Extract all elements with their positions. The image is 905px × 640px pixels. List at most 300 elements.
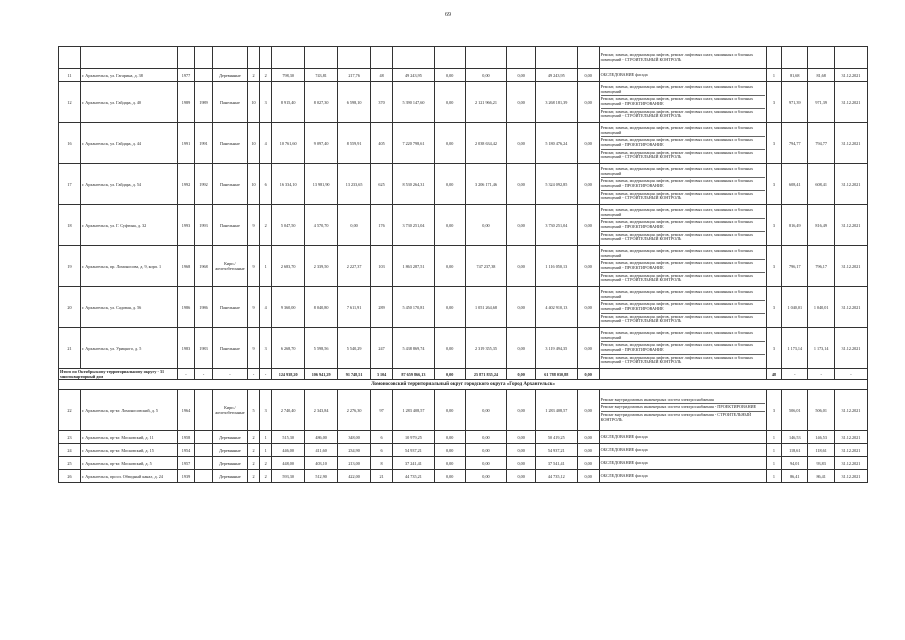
address-cell: г. Архангельск, ул. Гайдара, д. 44 xyxy=(80,123,177,164)
cell-a3: 5 540,29 xyxy=(338,328,371,369)
table-row xyxy=(59,328,868,369)
works-cell xyxy=(599,328,766,369)
work-item: Ремонт, замена, модернизация лифтов, ремонт лифтовых шахт, машинных и блочных помещений - ПРОЕКТИРОВАНИЕ xyxy=(601,137,765,149)
page-number: 69 xyxy=(445,12,451,18)
cell-date: 31.12.2021 xyxy=(834,287,867,328)
cell-a1: 9 360,00 xyxy=(272,287,305,328)
cell-en: 4 xyxy=(260,287,272,328)
cell-cost-limit: 81,68 xyxy=(782,69,808,82)
section-title: Ломоносовский территориальный округ городского округа «Город Архангельск» xyxy=(59,380,868,390)
cell-a3: 8 559,91 xyxy=(338,123,371,164)
cell-a3: 213,00 xyxy=(338,457,371,470)
cell-wall: Кирп./ железобетонные xyxy=(212,390,247,431)
cell-cost-limit: 118,61 xyxy=(782,444,808,457)
empty-cell xyxy=(465,47,507,69)
cell-wall: Деревянные xyxy=(212,431,247,444)
cell-y1: 1939 xyxy=(177,470,195,483)
cell-y1: 1968 xyxy=(177,246,195,287)
cell-c1: 5 390 147,60 xyxy=(393,82,435,123)
cell-a3: 217,76 xyxy=(338,69,371,82)
cell-res: 405 xyxy=(371,123,393,164)
address-cell: г. Архангельск, ул. Г. Суфтина, д. 32 xyxy=(80,205,177,246)
total-res: 3 104 xyxy=(371,369,393,380)
cell-count: 3 xyxy=(766,82,781,123)
cell-a1: 2 683,70 xyxy=(272,246,305,287)
cell-date: 31.12.2021 xyxy=(834,328,867,369)
cell-en: 1 xyxy=(260,444,272,457)
cell-c3: 0,00 xyxy=(465,431,507,444)
cell-y2: 1991 xyxy=(195,123,213,164)
cell-date: 31.12.2021 xyxy=(834,390,867,431)
row-number: 24 xyxy=(59,444,81,457)
cell-date: 31.12.2021 xyxy=(834,123,867,164)
row-number: 21 xyxy=(59,328,81,369)
work-item: Ремонт, замена, модернизация лифтов, ремонт лифтовых шахт, машинных и блочных помещений xyxy=(601,248,765,260)
cell-fl: 2 xyxy=(248,444,260,457)
cell-y2 xyxy=(195,470,213,483)
work-item: Ремонт, замена, модернизация лифтов, ремонт лифтовых шахт, машинных и блочных помещений xyxy=(601,125,765,137)
empty-cell xyxy=(393,47,435,69)
cell-wall: Панельные xyxy=(212,164,247,205)
work-item: Ремонт, замена, модернизация лифтов, ремонт лифтовых шахт, машинных и блочных помещений - ПРОЕКТИРОВАНИЕ xyxy=(601,178,765,190)
cell-a1: 16 334,10 xyxy=(272,164,305,205)
cell-en: 6 xyxy=(260,164,272,205)
section-row xyxy=(59,380,868,390)
total-label: Итого по Октябрьскому территориальному округу - 31 многоквартирный дом xyxy=(59,369,178,380)
cell-c5: 3 268 181,39 xyxy=(535,82,577,123)
work-item: Ремонт внутридомовых инженерных систем электроснабжения - ПРОЕКТИРОВАНИЕ xyxy=(601,404,765,412)
row-number: 11 xyxy=(59,69,81,82)
work-item: Ремонт, замена, модернизация лифтов, ремонт лифтовых шахт, машинных и блочных помещений - СТРОИТЕЛЬНЫЙ КОНТРОЛЬ xyxy=(600,231,754,242)
cell-c4: 0,00 xyxy=(507,457,536,470)
total-c1: 87 659 866,13 xyxy=(393,369,435,380)
cell-cost-max: 971,39 xyxy=(808,82,834,123)
cell-cost-limit: 86,41 xyxy=(782,470,808,483)
cell-cost-max: 506,01 xyxy=(808,390,834,431)
cell-a2: 13 981,90 xyxy=(305,164,338,205)
cell-wall: Панельные xyxy=(212,287,247,328)
cell-fl: 10 xyxy=(248,164,260,205)
cell-c4: 0,00 xyxy=(507,287,536,328)
cell-wall: Панельные xyxy=(212,123,247,164)
cell-y1: 1989 xyxy=(177,82,195,123)
row-number: 18 xyxy=(59,205,81,246)
cell-cost-limit: 971,39 xyxy=(782,82,808,123)
works-cell xyxy=(599,287,766,328)
row-number: 25 xyxy=(59,457,81,470)
cell-count: 3 xyxy=(766,205,781,246)
empty-cell xyxy=(834,47,867,69)
row-number: 17 xyxy=(59,164,81,205)
empty-cell xyxy=(80,47,177,69)
cell-cost-limit: 506,01 xyxy=(782,390,808,431)
work-item: Ремонт, замена, модернизация лифтов, ремонт лифтовых шахт, машинных и блочных помещений xyxy=(601,207,765,219)
empty-cell xyxy=(177,47,195,69)
cell-cost-max: 93,83 xyxy=(808,457,834,470)
cell-res: 103 xyxy=(371,246,393,287)
table-row xyxy=(59,205,868,246)
cell-c2: 0,00 xyxy=(434,205,465,246)
cell-y2: 1986 xyxy=(195,287,213,328)
cell-cost-limit: 796,17 xyxy=(782,246,808,287)
cell-date: 31.12.2021 xyxy=(834,82,867,123)
cell-fl: 10 xyxy=(248,123,260,164)
row-number: 22 xyxy=(59,390,81,431)
cell-c2: 0,00 xyxy=(434,328,465,369)
cell-date: 31.12.2021 xyxy=(834,205,867,246)
cell-c6: 0,00 xyxy=(577,457,599,470)
cell-c4: 0,00 xyxy=(507,69,536,82)
cell-a3: 2 276,30 xyxy=(338,390,371,431)
cell-y1: 1964 xyxy=(177,390,195,431)
cell-c5: 1 116 050,13 xyxy=(535,246,577,287)
cell-a2: 9 097,40 xyxy=(305,123,338,164)
empty-cell xyxy=(808,47,834,69)
address-cell: г. Архангельск, ул. Гайдара, д. 54 xyxy=(80,164,177,205)
table-row xyxy=(59,287,868,328)
work-item: Ремонт, замена, модернизация лифтов, ремонт лифтовых шахт, машинных и блочных помещений xyxy=(601,330,765,342)
cell-y2 xyxy=(195,69,213,82)
cell-cost-max: 796,17 xyxy=(808,246,834,287)
cell-c3: 1 051 264,68 xyxy=(465,287,507,328)
cell-c4: 0,00 xyxy=(507,205,536,246)
works-cell xyxy=(599,82,766,123)
empty-cell xyxy=(782,47,808,69)
address-cell: г. Архангельск, просп. Обводный канал, д. 24 xyxy=(80,470,177,483)
cell-a2: 4 570,70 xyxy=(305,205,338,246)
cell-en: 3 xyxy=(260,82,272,123)
cell-fl: 5 xyxy=(248,390,260,431)
row-number: 19 xyxy=(59,246,81,287)
works-cell xyxy=(599,246,766,287)
cell-c4: 0,00 xyxy=(507,328,536,369)
cell-a1: 10 761,60 xyxy=(272,123,305,164)
cell-c3: 0,00 xyxy=(465,205,507,246)
cell-fl: 9 xyxy=(248,287,260,328)
cell-c2: 0,00 xyxy=(434,457,465,470)
empty-cell xyxy=(272,47,305,69)
address-cell: г. Архангельск, пр-кт. Ломоносовский, д. 5 xyxy=(80,390,177,431)
cell-y1: 1991 xyxy=(177,123,195,164)
work-item: Ремонт, замена, модернизация лифтов, ремонт лифтовых шахт, машинных и блочных помещений - ПРОЕКТИРОВАНИЕ xyxy=(601,96,765,108)
empty-cell xyxy=(766,47,781,69)
cell-c5: 44 735,12 xyxy=(535,470,577,483)
works-cell xyxy=(599,123,766,164)
cell-a1: 798,30 xyxy=(272,69,305,82)
cell-y2 xyxy=(195,431,213,444)
cell-count: 3 xyxy=(766,164,781,205)
cell-y2 xyxy=(195,444,213,457)
cell-en: 2 xyxy=(260,205,272,246)
cell-res: 176 xyxy=(371,205,393,246)
cell-c2: 0,00 xyxy=(434,470,465,483)
cell-date: 31.12.2021 xyxy=(834,164,867,205)
total-dash: - xyxy=(260,369,272,380)
work-item: Ремонт, замена, модернизация лифтов, ремонт лифтовых шахт, машинных и блочных помещений - СТРОИТЕЛЬНЫЙ КОНТРОЛЬ xyxy=(600,108,754,119)
cell-a2: 2 339,50 xyxy=(305,246,338,287)
cell-c1: 49 243,95 xyxy=(393,69,435,82)
empty-cell xyxy=(577,47,599,69)
cell-en: 3 xyxy=(260,328,272,369)
total-dash: - xyxy=(834,369,867,380)
cell-y2: 1993 xyxy=(195,205,213,246)
cell-a2: 2 343,84 xyxy=(305,390,338,431)
cell-y2: 1992 xyxy=(195,164,213,205)
cell-c2: 0,00 xyxy=(434,123,465,164)
cell-cost-max: 816,49 xyxy=(808,205,834,246)
empty-cell xyxy=(248,47,260,69)
cell-c1: 8 530 264,31 xyxy=(393,164,435,205)
cell-a3: 422,00 xyxy=(338,470,371,483)
cell-wall: Панельные xyxy=(212,328,247,369)
cell-count: 1 xyxy=(766,444,781,457)
cell-c6: 0,00 xyxy=(577,431,599,444)
cell-y1: 1983 xyxy=(177,328,195,369)
cell-en: 2 xyxy=(260,457,272,470)
cell-cost-limit: 1 173,14 xyxy=(782,328,808,369)
work-item: Ремонт внутридомовых инженерных систем электроснабжения xyxy=(601,397,765,405)
work-item: Ремонт, замена, модернизация лифтов, ремонт лифтовых шахт, машинных и блочных помещений - СТРОИТЕЛЬНЫЙ КОНТРОЛЬ xyxy=(600,354,754,365)
cell-res: 625 xyxy=(371,164,393,205)
cell-wall: Деревянные xyxy=(212,457,247,470)
cell-a2: 8 027,30 xyxy=(305,82,338,123)
cell-cost-limit: 608,41 xyxy=(782,164,808,205)
cell-c3: 0,00 xyxy=(465,69,507,82)
cell-y1: 1977 xyxy=(177,69,195,82)
address-cell: г. Архангельск, ул. Садовая, д. 56 xyxy=(80,287,177,328)
cell-en: 2 xyxy=(260,69,272,82)
total-c5: 61 788 030,88 xyxy=(535,369,577,380)
row-number: 23 xyxy=(59,431,81,444)
cell-c5: 50 419,25 xyxy=(535,431,577,444)
cell-c1: 5 438 869,74 xyxy=(393,328,435,369)
cell-c3: 0,00 xyxy=(465,390,507,431)
cell-y1: 1957 xyxy=(177,457,195,470)
cell-count: 3 xyxy=(766,287,781,328)
work-item: ОБСЛЕДОВАНИЕ фасада xyxy=(600,433,648,439)
empty-cell xyxy=(260,47,272,69)
work-item: ОБСЛЕДОВАНИЕ фасада xyxy=(600,446,648,452)
cell-a1: 515,30 xyxy=(272,431,305,444)
cell-c6: 0,00 xyxy=(577,205,599,246)
cell-c5: 3 119 494,35 xyxy=(535,328,577,369)
cell-c2: 0,00 xyxy=(434,82,465,123)
total-dash: - xyxy=(177,369,195,380)
cell-fl: 9 xyxy=(248,246,260,287)
cell-count: 1 xyxy=(766,457,781,470)
address-cell: г. Архангельск, пр-кт. Московский, д. 11 xyxy=(80,431,177,444)
cell-y2: 1989 xyxy=(195,82,213,123)
address-cell: г. Архангельск, ул. Урицкого, д. 5 xyxy=(80,328,177,369)
cell-wall: Панельные xyxy=(212,205,247,246)
cell-y2 xyxy=(195,390,213,431)
cell-y2: 1968 xyxy=(195,246,213,287)
work-item: Ремонт, замена, модернизация лифтов, ремонт лифтовых шахт, машинных и блочных помещений - СТРОИТЕЛЬНЫЙ КОНТРОЛЬ xyxy=(600,149,754,160)
total-dash: - xyxy=(195,369,213,380)
cell-cost-max: 608,41 xyxy=(808,164,834,205)
cell-c3: 0,00 xyxy=(465,444,507,457)
cell-en: 1 xyxy=(260,246,272,287)
works-cell xyxy=(599,47,766,69)
cell-a3: 6 598,10 xyxy=(338,82,371,123)
works-cell xyxy=(599,69,766,82)
table-row xyxy=(59,82,868,123)
cell-c1: 5 450 170,81 xyxy=(393,287,435,328)
cell-count: 3 xyxy=(766,123,781,164)
total-dash: - xyxy=(782,369,808,380)
cell-c3: 0,00 xyxy=(465,470,507,483)
row-number: 16 xyxy=(59,123,81,164)
empty-cell xyxy=(212,47,247,69)
total-c2: 0,00 xyxy=(434,369,465,380)
total-c6: 0,00 xyxy=(577,369,599,380)
work-item: Ремонт, замена, модернизация лифтов, ремонт лифтовых шахт, машинных и блочных помещений - ПРОЕКТИРОВАНИЕ xyxy=(601,301,765,313)
table-row xyxy=(59,164,868,205)
cell-c5: 37 541,41 xyxy=(535,457,577,470)
cell-y2 xyxy=(195,457,213,470)
cell-a2: 8 040,80 xyxy=(305,287,338,328)
total-dash: - xyxy=(212,369,247,380)
cell-en: 1 xyxy=(260,431,272,444)
cell-a3: 2 227,37 xyxy=(338,246,371,287)
address-cell: г. Архангельск, пр-кт. Московский, д. 5 xyxy=(80,457,177,470)
cell-c4: 0,00 xyxy=(507,470,536,483)
cell-res: 6 xyxy=(371,431,393,444)
cell-a2: 743,81 xyxy=(305,69,338,82)
work-item: Ремонт, замена, модернизация лифтов, ремонт лифтовых шахт, машинных и блочных помещений xyxy=(601,166,765,178)
cell-y1: 1992 xyxy=(177,164,195,205)
cell-cost-limit: 816,49 xyxy=(782,205,808,246)
cell-cost-max: 1 173,14 xyxy=(808,328,834,369)
total-dash: - xyxy=(248,369,260,380)
works-cell xyxy=(599,470,766,483)
cell-a1: 593,30 xyxy=(272,470,305,483)
cell-cost-limit: 146,53 xyxy=(782,431,808,444)
cell-count: 3 xyxy=(766,390,781,431)
cell-count: 3 xyxy=(766,328,781,369)
cell-c5: 5 180 476,24 xyxy=(535,123,577,164)
cell-en: 4 xyxy=(260,123,272,164)
cell-wall: Кирп./ железобетонные xyxy=(212,246,247,287)
cell-date: 31.12.2021 xyxy=(834,457,867,470)
cell-c2: 0,00 xyxy=(434,431,465,444)
cell-fl: 2 xyxy=(248,470,260,483)
cell-c5: 54 937,21 xyxy=(535,444,577,457)
cell-a1: 2 740,40 xyxy=(272,390,305,431)
cell-c4: 0,00 xyxy=(507,164,536,205)
cell-c3: 2 121 966,21 xyxy=(465,82,507,123)
cell-a3: 348,00 xyxy=(338,431,371,444)
cell-c6: 0,00 xyxy=(577,82,599,123)
cell-c2: 0,00 xyxy=(434,164,465,205)
repair-program-table xyxy=(58,46,868,483)
cell-date: 31.12.2021 xyxy=(834,431,867,444)
cell-a3: 234,90 xyxy=(338,444,371,457)
cell-cost-limit: 94,01 xyxy=(782,457,808,470)
cell-c1: 44 735,21 xyxy=(393,470,435,483)
cell-a2: 403,10 xyxy=(305,457,338,470)
work-item: Ремонт, замена, модернизация лифтов, ремонт лифтовых шахт, машинных и блочных помещений - СТРОИТЕЛЬНЫЙ КОНТРОЛЬ xyxy=(600,313,754,324)
cell-a1: 446,00 xyxy=(272,444,305,457)
work-item: Ремонт внутридомовых инженерных систем электроснабжения - СТРОИТЕЛЬНЫЙ КОНТРОЛЬ xyxy=(600,412,752,422)
cell-c6: 0,00 xyxy=(577,470,599,483)
cell-count: 1 xyxy=(766,431,781,444)
empty-cell xyxy=(599,369,766,380)
table-row xyxy=(59,123,868,164)
cell-count: 1 xyxy=(766,69,781,82)
cell-fl: 10 xyxy=(248,82,260,123)
works-cell xyxy=(599,431,766,444)
cell-a2: 5 598,56 xyxy=(305,328,338,369)
cell-date: 31.12.2021 xyxy=(834,69,867,82)
table-row xyxy=(59,444,868,457)
cell-a3: 0,00 xyxy=(338,205,371,246)
cell-res: 247 xyxy=(371,328,393,369)
empty-cell xyxy=(59,47,81,69)
cell-a1: 6 268,70 xyxy=(272,328,305,369)
work-item: Ремонт, замена, модернизация лифтов, ремонт лифтовых шахт, машинных и блочных помещений - СТРОИТЕЛЬНЫЙ КОНТРОЛЬ xyxy=(600,51,754,62)
cell-res: 289 xyxy=(371,287,393,328)
cell-c6: 0,00 xyxy=(577,444,599,457)
cell-y1: 1986 xyxy=(177,287,195,328)
cell-c6: 0,00 xyxy=(577,69,599,82)
works-cell xyxy=(599,164,766,205)
cell-a1: 5 047,50 xyxy=(272,205,305,246)
cell-c5: 4 402 910,13 xyxy=(535,287,577,328)
table-row xyxy=(59,390,868,431)
cell-c3: 3 206 171,46 xyxy=(465,164,507,205)
cell-c1: 7 220 798,61 xyxy=(393,123,435,164)
table-row xyxy=(59,246,868,287)
cell-c4: 0,00 xyxy=(507,431,536,444)
cell-cost-max: 1 040,01 xyxy=(808,287,834,328)
cell-c6: 0,00 xyxy=(577,123,599,164)
total-a3: 91 748,51 xyxy=(338,369,371,380)
work-item: Ремонт, замена, модернизация лифтов, ремонт лифтовых шахт, машинных и блочных помещений xyxy=(601,289,765,301)
cell-cost-max: 81,68 xyxy=(808,69,834,82)
cell-c2: 0,00 xyxy=(434,287,465,328)
cell-count: 3 xyxy=(766,246,781,287)
table-row xyxy=(59,431,868,444)
cell-en: 3 xyxy=(260,390,272,431)
row-number: 26 xyxy=(59,470,81,483)
cell-res: 97 xyxy=(371,390,393,431)
cell-wall: Панельные xyxy=(212,82,247,123)
cell-a1: 448,00 xyxy=(272,457,305,470)
cell-fl: 2 xyxy=(248,69,260,82)
empty-cell xyxy=(507,47,536,69)
cell-c1: 10 979,25 xyxy=(393,431,435,444)
cell-c3: 0,00 xyxy=(465,457,507,470)
empty-cell xyxy=(434,47,465,69)
row-number: 20 xyxy=(59,287,81,328)
empty-cell xyxy=(338,47,371,69)
cell-c1: 1 863 287,51 xyxy=(393,246,435,287)
cell-date: 31.12.2021 xyxy=(834,470,867,483)
work-item: ОБСЛЕДОВАНИЕ фасада xyxy=(600,71,648,77)
work-item: Ремонт, замена, модернизация лифтов, ремонт лифтовых шахт, машинных и блочных помещений - ПРОЕКТИРОВАНИЕ xyxy=(601,260,765,272)
address-cell: г. Архангельск, ул. Гайдара, д. 40 xyxy=(80,82,177,123)
cell-a2: 486,00 xyxy=(305,431,338,444)
total-c4: 0,00 xyxy=(507,369,536,380)
cell-cost-max: 118,61 xyxy=(808,444,834,457)
total-c3: 25 871 835,24 xyxy=(465,369,507,380)
cell-date: 31.12.2021 xyxy=(834,246,867,287)
cell-wall: Деревянные xyxy=(212,470,247,483)
empty-cell xyxy=(371,47,393,69)
cell-res: 6 xyxy=(371,444,393,457)
table-row xyxy=(59,69,868,82)
